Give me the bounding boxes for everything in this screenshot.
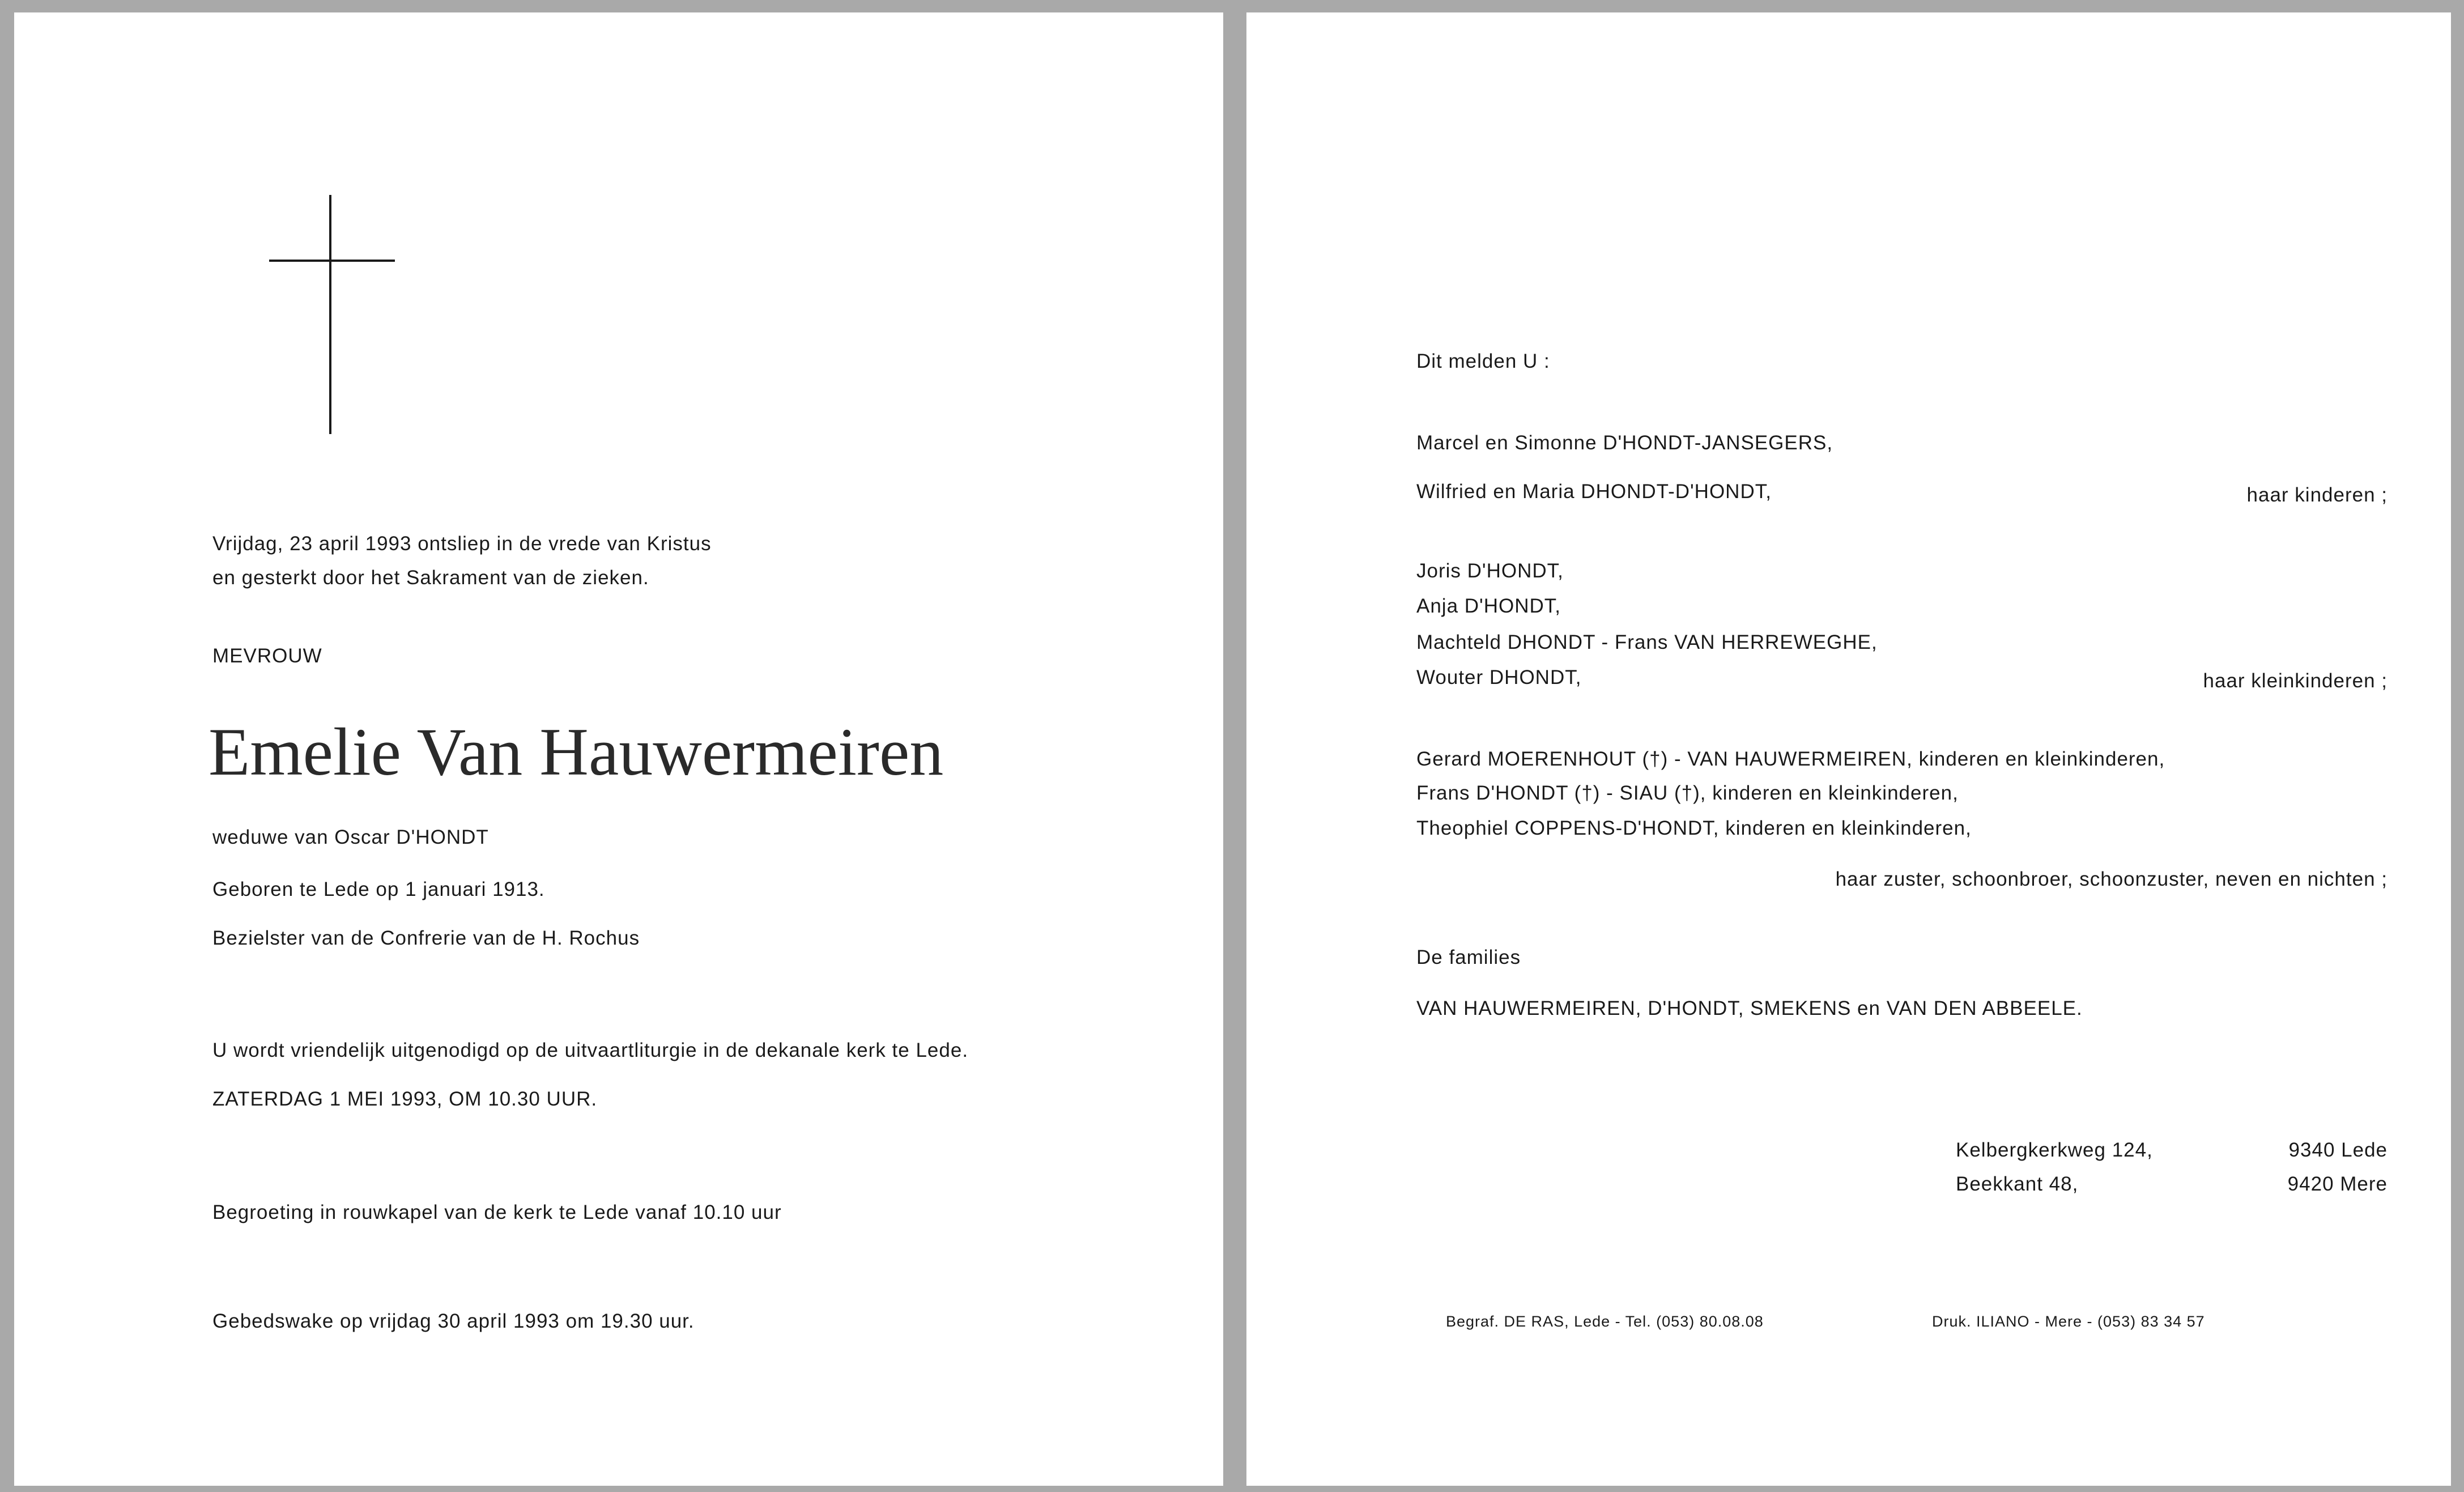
greeting-line: Begroeting in rouwkapel van de kerk te Lede vanaf 10.10 uur [212, 1201, 782, 1223]
grandchild-4: Wouter DHONDT, [1416, 666, 1582, 688]
sibling-3: Theophiel COPPENS-D'HONDT, kinderen en kleinkinderen, [1416, 817, 1972, 839]
intro-line-2: en gesterkt door het Sakrament van de zieken. [212, 567, 649, 589]
sibling-1: Gerard MOERENHOUT (†) - VAN HAUWERMEIREN, kinderen en kleinkinderen, [1416, 748, 2165, 770]
funeral-director: Begraf. DE RAS, Lede - Tel. (053) 80.08.08 [1446, 1313, 1764, 1330]
child-1: Marcel en Simonne D'HONDT-JANSEGERS, [1416, 432, 1833, 454]
child-2: Wilfried en Maria DHONDT-D'HONDT, [1416, 481, 1772, 503]
grandchildren-role: haar kleinkinderen ; [2203, 670, 2388, 692]
invitation-line: U wordt vriendelijk uitgenodigd op de uitvaartliturgie in de dekanale kerk te Lede. [212, 1039, 969, 1061]
families-label: De families [1416, 946, 1521, 968]
title-mevrouw: MEVROUW [212, 645, 322, 667]
address-1-street: Kelbergkerkweg 124, [1956, 1139, 2153, 1161]
cross-icon-bar [269, 260, 395, 262]
address-2-city: 9420 Mere [2287, 1173, 2388, 1195]
birth-line: Geboren te Lede op 1 januari 1913. [212, 878, 545, 900]
announce-line: Dit melden U : [1416, 350, 1550, 372]
children-role: haar kinderen ; [2246, 484, 2388, 506]
service-time: ZATERDAG 1 MEI 1993, OM 10.30 UUR. [212, 1088, 598, 1110]
widow-line: weduwe van Oscar D'HONDT [212, 826, 489, 848]
families-line: VAN HAUWERMEIREN, D'HONDT, SMEKENS en VAN DEN ABBEELE. [1416, 997, 2083, 1019]
deceased-name: Emelie Van Hauwermeiren [208, 714, 944, 789]
printer-credit: Druk. ILIANO - Mere - (053) 83 34 57 [1932, 1313, 2205, 1330]
cross-icon [329, 195, 331, 434]
vigil-line: Gebedswake op vrijdag 30 april 1993 om 19.30 uur. [212, 1310, 695, 1332]
left-page [14, 12, 1223, 1486]
right-page [1246, 12, 2451, 1486]
siblings-role: haar zuster, schoonbroer, schoonzuster, neven en nichten ; [1835, 868, 2388, 890]
grandchild-1: Joris D'HONDT, [1416, 560, 1564, 582]
grandchild-3: Machteld DHONDT - Frans VAN HERREWEGHE, [1416, 631, 1878, 653]
confrerie-line: Bezielster van de Confrerie van de H. Rochus [212, 927, 640, 949]
address-2-street: Beekkant 48, [1956, 1173, 2079, 1195]
sibling-2: Frans D'HONDT (†) - SIAU (†), kinderen en kleinkinderen, [1416, 782, 1959, 804]
grandchild-2: Anja D'HONDT, [1416, 595, 1561, 617]
address-1-city: 9340 Lede [2288, 1139, 2388, 1161]
intro-line-1: Vrijdag, 23 april 1993 ontsliep in de vrede van Kristus [212, 533, 712, 555]
